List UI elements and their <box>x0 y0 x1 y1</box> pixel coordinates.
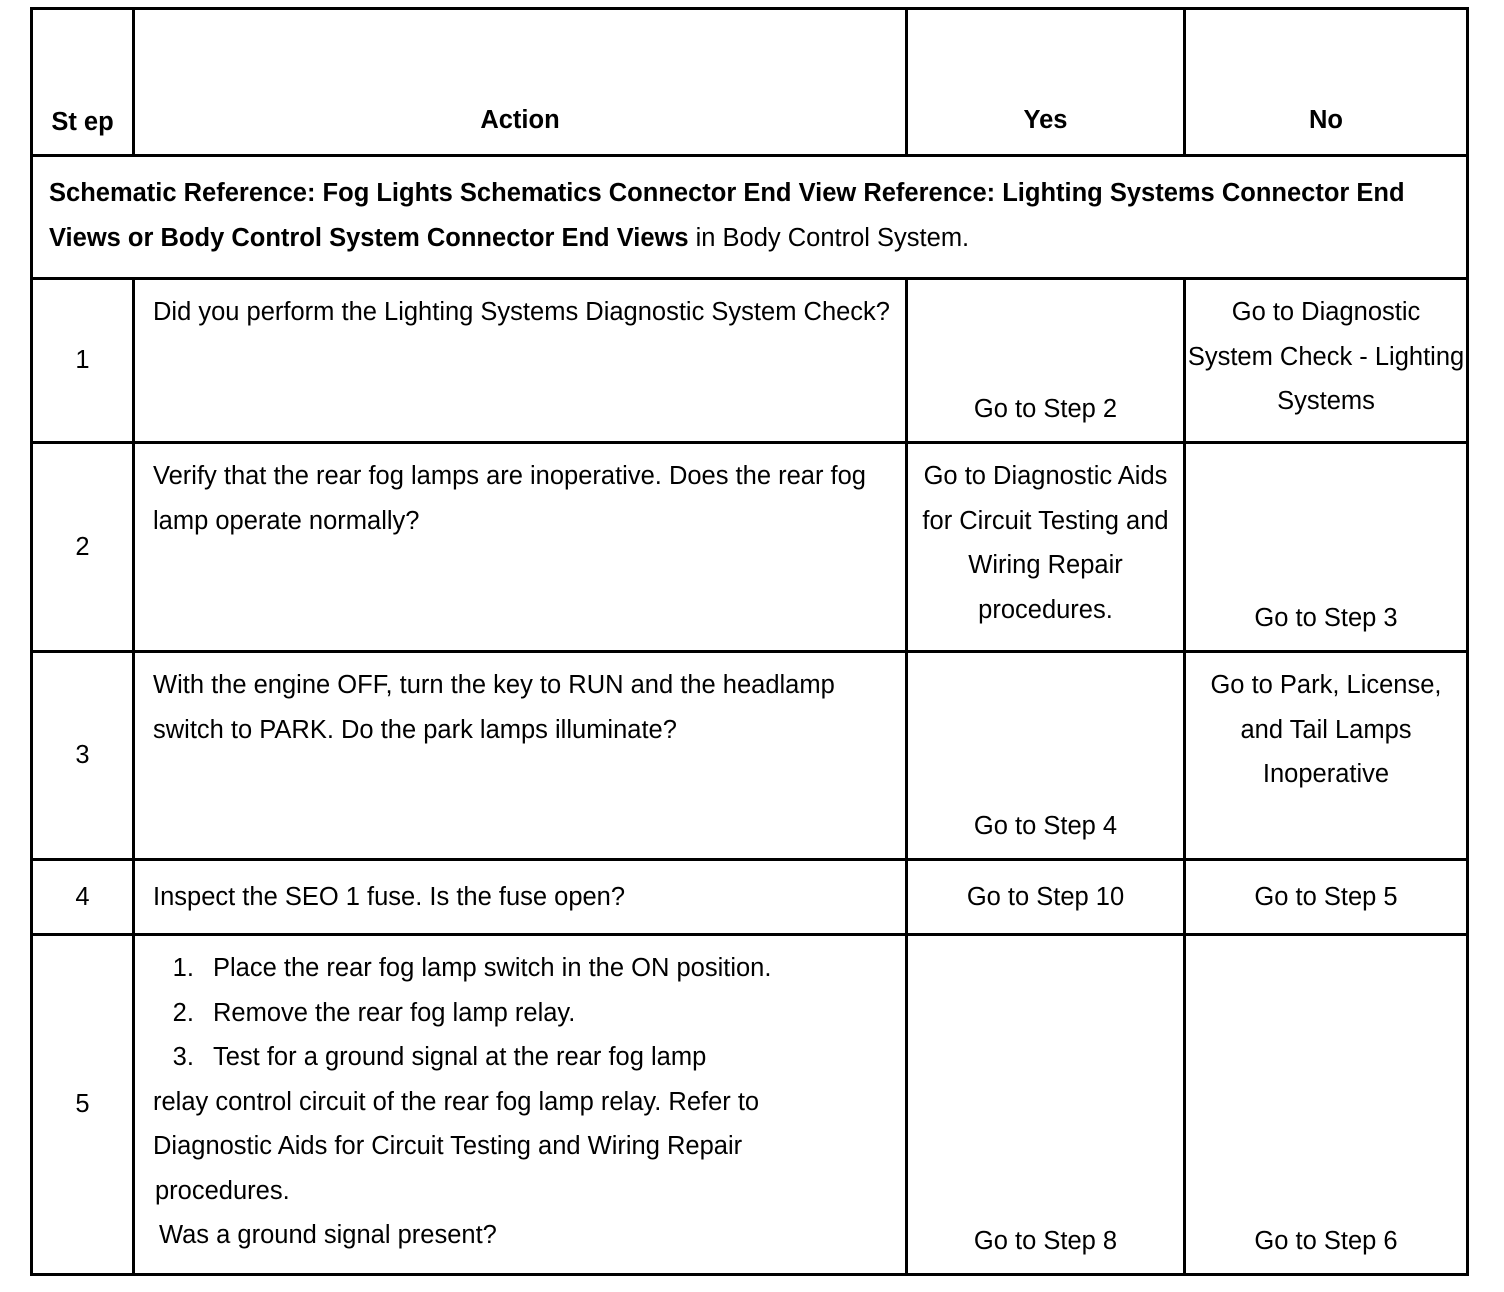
substep-list <box>153 946 895 1080</box>
no-result: Go to Step 3 <box>1185 443 1468 652</box>
action-text: Verify that the rear fog lamps are inoperative. Does the rear fog lamp operate normally? <box>134 443 907 652</box>
header-row <box>32 9 1468 156</box>
table-row-step-1 <box>32 279 1468 443</box>
table-row-step-3 <box>32 652 1468 860</box>
diagnostic-table <box>30 7 1469 1276</box>
step-number: 2 <box>32 443 134 652</box>
yes-result: Go to Step 10 <box>907 860 1185 935</box>
step-number: 5 <box>32 935 134 1275</box>
no-result: Go to Diagnostic System Check - Lighting Systems <box>1185 279 1468 443</box>
step-question: Was a ground signal present? <box>159 1221 497 1249</box>
schematic-reference <box>32 156 1468 279</box>
table-row-step-4 <box>32 860 1468 935</box>
reference-normal-text: in Body Control System. <box>688 224 970 252</box>
table-row-step-2 <box>32 443 1468 652</box>
yes-result: Go to Step 8 <box>907 935 1185 1275</box>
no-result: Go to Park, License, and Tail Lamps Inoperative <box>1185 652 1468 860</box>
step-number: 4 <box>32 860 134 935</box>
no-result: Go to Step 6 <box>1185 935 1468 1275</box>
header-yes: Yes <box>907 9 1185 156</box>
header-no: No <box>1185 9 1468 156</box>
action-text: With the engine OFF, turn the key to RUN and the headlamp switch to PARK. Do the park lamps illuminate? <box>134 652 907 860</box>
substep-item: 1. Place the rear fog lamp switch in the ON position. <box>201 946 895 991</box>
substep-item: 2. Remove the rear fog lamp relay. <box>201 991 895 1036</box>
table-row-step-5 <box>32 935 1468 1275</box>
action-cell <box>134 935 907 1275</box>
header-step: St ep <box>32 9 134 156</box>
yes-result: Go to Diagnostic Aids for Circuit Testing and Wiring Repair procedures. <box>907 443 1185 652</box>
schematic-reference-row <box>32 156 1468 279</box>
action-text: Inspect the SEO 1 fuse. Is the fuse open? <box>134 860 907 935</box>
action-text: Did you perform the Lighting Systems Diagnostic System Check? <box>134 279 907 443</box>
substep-continuation: Diagnostic Aids for Circuit Testing and Wiring Repair <box>153 1132 743 1160</box>
substep-continuation: procedures. <box>155 1176 290 1205</box>
no-result: Go to Step 5 <box>1185 860 1468 935</box>
yes-result: Go to Step 2 <box>907 279 1185 443</box>
reference-bold-text: Schematic Reference: Fog Lights Schematics Connector End View Reference: Lighting Systems Connector End Views or Body Control System Connector End Views <box>49 179 1405 252</box>
step-number: 1 <box>32 279 134 443</box>
step-number: 3 <box>32 652 134 860</box>
substep-item: 3. Test for a ground signal at the rear fog lamp <box>201 1035 895 1080</box>
header-action: Action <box>134 9 907 156</box>
yes-result: Go to Step 4 <box>907 652 1185 860</box>
substep-continuation: relay control circuit of the rear fog lamp relay. Refer to <box>153 1087 760 1116</box>
